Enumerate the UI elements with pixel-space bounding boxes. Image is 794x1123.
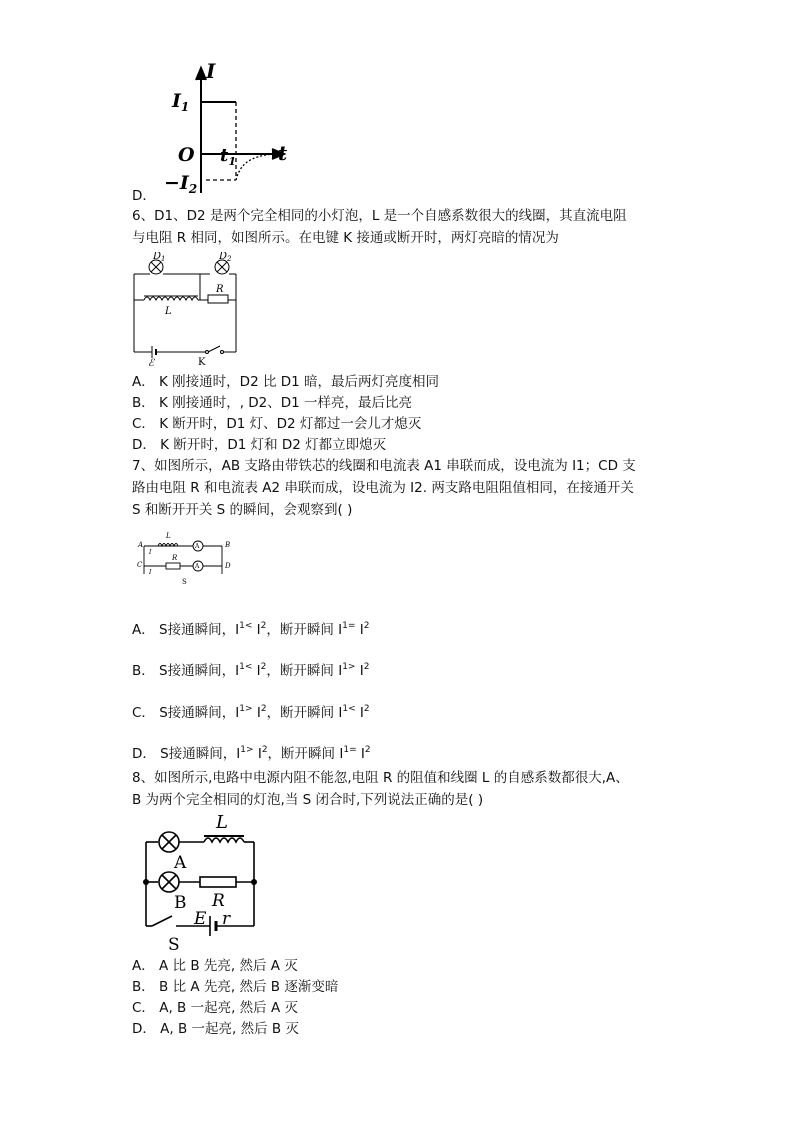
q7-option-a: A． S接通瞬间，$I^{1<}$ $I^2$，断开瞬间 $I^{1=}$ $I^2$	[132, 621, 370, 638]
q6-stem-line2: 与电阻 R 相同，如图所示。在电键 K 接通或断开时，两灯亮暗的情况为	[132, 230, 559, 246]
fig8-b-label: B	[174, 893, 187, 913]
fig7-i1-label: I	[149, 549, 152, 556]
q7-option-d: D． S接通瞬间，$I^{1>}$ $I^2$，断开瞬间 $I^{1=}$ $I^2$	[132, 745, 371, 762]
fig7-a1-label: A	[195, 543, 200, 550]
fig7-l-label: L	[166, 532, 171, 540]
circuit-d2-label: $D_2$	[219, 252, 232, 263]
fig8-r-small-label: r	[222, 909, 231, 929]
q7-circuit-figure	[134, 530, 240, 586]
graph-y-label: I	[206, 59, 216, 83]
q6-stem-line1: 6、D1、D2 是两个完全相同的小灯泡，L 是一个自感系数很大的线圈，其直流电阻	[132, 208, 627, 224]
graph-i2-label: $-I_2$	[164, 172, 198, 196]
fig7-b-label: B	[225, 541, 231, 549]
fig7-c-label: C	[137, 561, 143, 569]
q6-option-a: A． K 刚接通时，D2 比 D1 暗，最后两灯亮度相同	[132, 374, 440, 390]
graph-origin-label: O	[178, 144, 195, 166]
fig7-r-label: R	[172, 554, 178, 562]
fig7-a-label: A	[138, 541, 144, 549]
q8-option-c: C． A, B 一起亮, 然后 A 灭	[132, 1000, 298, 1016]
circuit-d1-label: $D_1$	[153, 252, 166, 263]
fig7-a2-label: A	[195, 563, 200, 570]
q7-option-c: C． S接通瞬间，$I^{1>}$ $I^2$，断开瞬间 $I^{1<}$ $I^2$	[132, 704, 370, 721]
fig8-r-label: R	[212, 891, 225, 911]
q7-stem-line3: S 和断开开关 S 的瞬间，会观察到( )	[132, 502, 353, 518]
q6-circuit-figure	[130, 252, 242, 367]
q5-graph-figure	[150, 58, 300, 198]
q6-option-d: D． K 断开时，D1 灯和 D2 灯都立即熄灭	[132, 437, 387, 453]
q8-circuit-figure	[138, 810, 262, 954]
q7-option-b: B． S接通瞬间，$I^{1<}$ $I^2$，断开瞬间 $I^{1>}$ $I^2$	[132, 662, 370, 679]
fig8-l-label: L	[216, 812, 228, 833]
fig7-i2-label: I	[149, 569, 152, 576]
q7-stem-line2: 路由电阻 R 和电流表 A2 串联而成，设电流为 I2. 两支路电阻阻值相同，在接通开关	[132, 480, 634, 496]
circuit-e-label: ℰ	[148, 358, 155, 367]
graph-i1-label: $I_1$	[172, 90, 190, 114]
circuit-r-label: R	[216, 284, 224, 295]
q7-stem-line1: 7、如图所示，AB 支路由带铁芯的线圈和电流表 A1 串联而成，设电流为 I1；CD 支	[132, 458, 636, 474]
q6-option-c: C． K 断开时，D1 灯、D2 灯都过一会儿才熄灭	[132, 416, 422, 432]
q5-option-d-label: D．	[132, 188, 156, 204]
q6-option-b: B． K 刚接通时，, D2、D1 一样亮，最后比亮	[132, 395, 413, 411]
graph-t1-label: $t_1$	[220, 145, 236, 168]
fig8-a-label: A	[174, 853, 187, 873]
q8-option-d: D． A, B 一起亮, 然后 B 灭	[132, 1021, 299, 1037]
fig7-d-label: D	[225, 562, 231, 570]
circuit-l-label: L	[165, 306, 172, 317]
q8-stem-line1: 8、如图所示,电路中电源内阻不能忽,电阻 R 的阻值和线圈 L 的自感系数都很大,A、	[132, 770, 629, 786]
q8-option-b: B． B 比 A 先亮, 然后 B 逐渐变暗	[132, 979, 339, 995]
q8-stem-line2: B 为两个完全相同的灯泡,当 S 闭合时,下列说法正确的是( )	[132, 792, 484, 808]
q8-option-a: A． A 比 B 先亮, 然后 A 灭	[132, 958, 298, 974]
fig8-e-label: E	[194, 909, 207, 929]
graph-x-label: t	[278, 141, 288, 165]
fig8-s-label: S	[168, 935, 180, 954]
circuit-k-label: K	[198, 357, 206, 367]
fig7-s-label: S	[182, 578, 187, 586]
